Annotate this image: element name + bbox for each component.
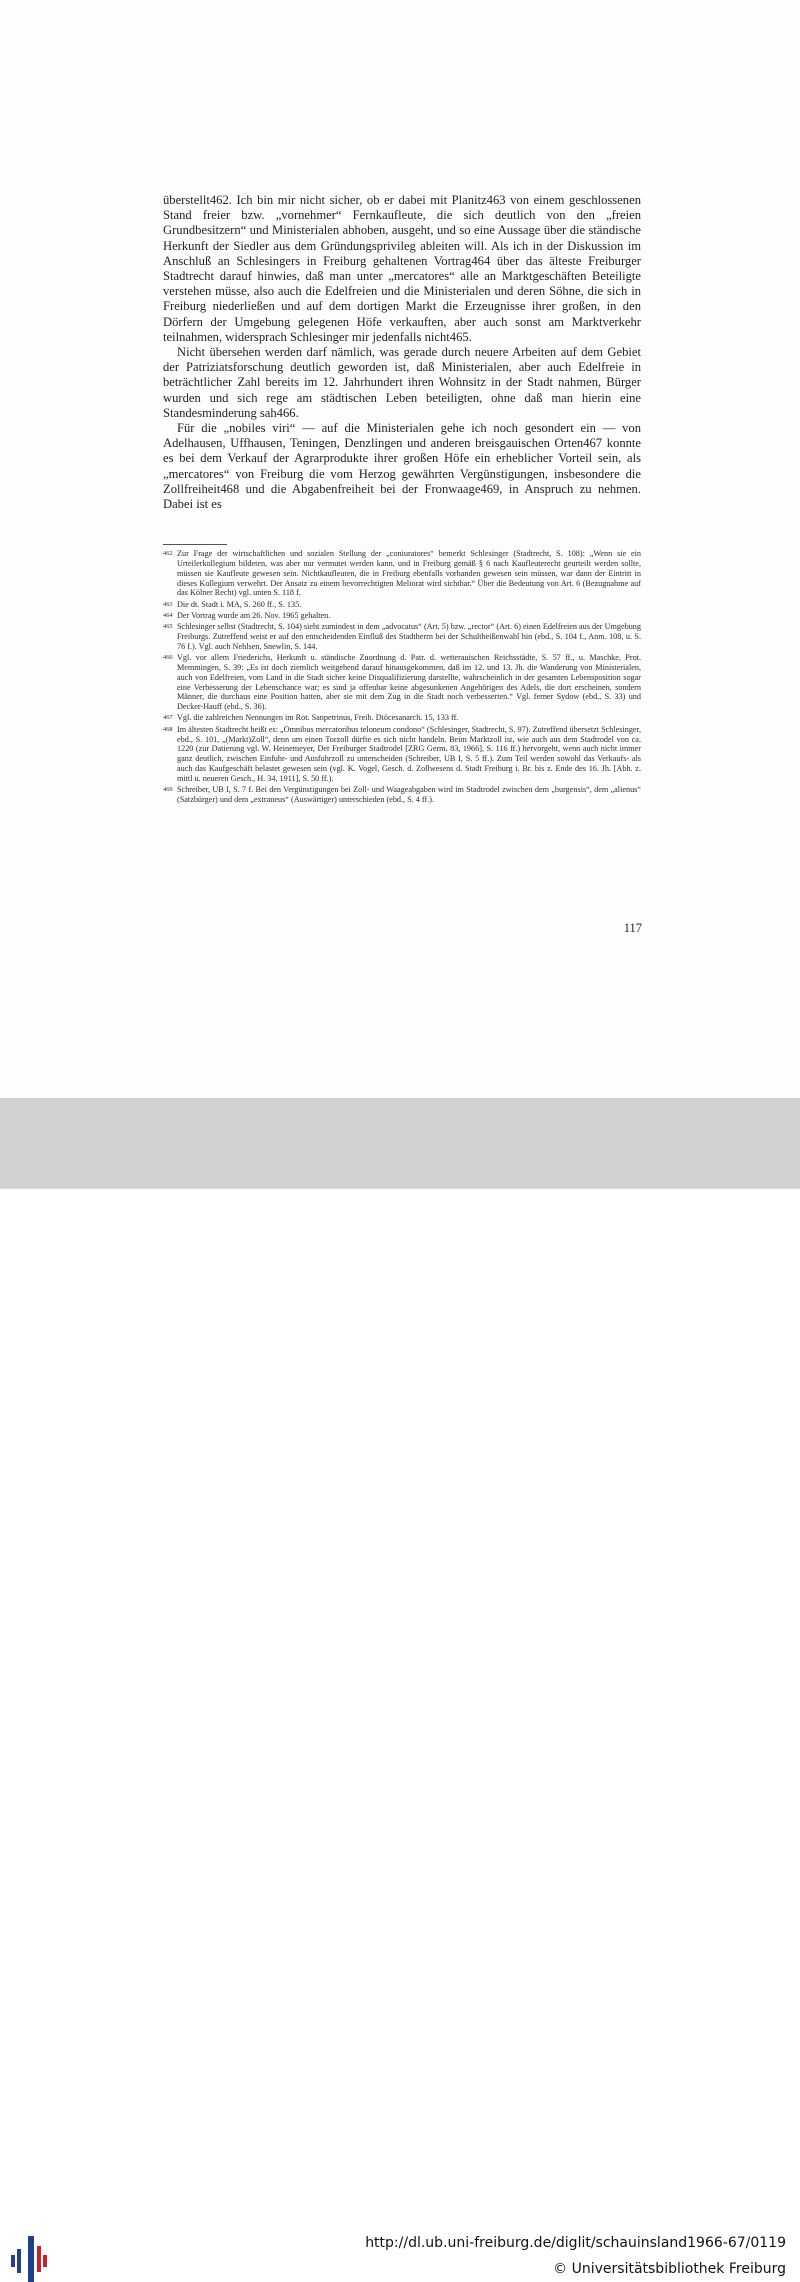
footnote-463 — [163, 600, 641, 610]
paragraph-2: Nicht übersehen werden darf nämlich, was gerade durch neuere Arbeiten auf dem Gebiet der Patriziatsforschung deutlich geworden ist, daß Ministerialen, aber auch Edelfreie in beträchtlicher Zahl bereits im 12. Jahrhundert ihren Wohnsitz in der Stadt nahmen, Bürger wurden und sich rege am städtischen Leben beteiligten, ohne daß man hierin eine Standesminderung sah466. — [163, 345, 641, 420]
footnote-text: Die dt. Stadt i. MA, S. 260 ff., S. 135. — [177, 599, 302, 609]
footnote-number: 469 — [163, 786, 173, 794]
scanned-page — [0, 0, 800, 1098]
paragraph-1: überstellt462. Ich bin mir nicht sicher, ob er dabei mit Planitz463 von einem geschlossenen Stand freier bzw. „vornehmer“ Fernkaufleute, die sich deutlich von den „freien Grundbesitzern“ und Ministerialen abhoben, ausgeht, und so eine Aussage über die ständische Herkunft der Siedler aus dem Gründungsprivileg ableiten will. Als ich in der Diskussion im Anschluß an Schlesingers in Freiburg gehaltenen Vortrag464 über das älteste Freiburger Stadtrecht darauf hinwies, daß man unter „mercatores“ alle an Marktgeschäften Beteiligte verstehen müsse, also auch die Edelfreien und die Ministerialen und deren Söhne, die sich in Freiburg niederließen und auf dem dortigen Markt die Erzeugnisse ihrer großen, in den Dörfern der Umgebung gelegenen Höfe verkauften, aber auch sonst am Marktverkehr teilnahmen, widersprach Schlesinger mir jedenfalls nicht465. — [163, 193, 641, 344]
footnote-465 — [163, 622, 641, 652]
footnote-number: 462 — [163, 550, 173, 557]
footnote-468 — [163, 725, 641, 784]
footnotes — [163, 549, 641, 806]
footnote-number: 465 — [163, 623, 173, 631]
footnote-464 — [163, 611, 641, 621]
footnote-text: Im ältesten Stadtrecht heißt es: „Omnibus mercatoribus teloneum condono“ (Schlesinger, Stadtrecht, S. 97). Zutreffend übersetzt Schlesinger, ebd., S. 101, „(Markt)Zoll“, denn um einen Torzoll dürfte es sich nicht handeln. Beim Marktzoll ist, wie auch aus dem Stadtrodel von ca. 1220 (zur Datierung vgl. W. Heinemeyer, Der Freiburger Stadtrodel [ZRG Germ. 83, 1966], S. 116 ff.) hervorgeht, wenn auch nicht immer ganz deutlich, zwischen Einfuhr- und Ausfuhrzoll zu unterscheiden (Schreiber, UB I, S. 5 ff.). Zum Teil werden sowohl das Verkaufs- als auch das Kaufgeschäft belastet gewesen sein (vgl. K. Vogel, Gesch. d. Zollwesens d. Stadt Freiburg i. Br. bis z. Ende des 16. Jh. [Abh. z. mittl u. neueren Gesch., H. 34, 1911], S. 50 ff.). — [177, 724, 641, 783]
footnote-text: Schlesinger selbst (Stadtrecht, S. 104) sieht zumindest in dem „advocatus“ (Art. 5) bzw. „rector“ (Art. 6) einen Edelfreien aus der Umgebung Freiburgs. Zutreffend weist er auf den entscheidenden Einfluß des Stadtherrn bei der Schultheißenwahl hin (ebd., S. 104 f., Anm. 108, u. S. 76 f.). Vgl. auch Nehlsen, Snewlin, S. 144. — [177, 622, 641, 651]
footnote-466 — [163, 653, 641, 712]
page-number: 117 — [623, 921, 642, 935]
copyright-notice: © Universitätsbibliothek Freiburg — [553, 2261, 786, 2277]
footnote-text: Schreiber, UB I, S. 7 f. Bei den Vergünstigungen bei Zoll- und Waageabgaben wird im Stadtrodel zwischen dem „burgensis“, dem „alienus“ (Satzbürger) und dem „extraneus“ (Auswärtiger) unterschieden (ebd., S. 4 ff.). — [177, 785, 641, 804]
ub-freiburg-logo-icon[interactable] — [11, 2236, 51, 2282]
footnote-462 — [163, 549, 641, 598]
footnote-number: 466 — [163, 654, 173, 661]
footnote-separator — [163, 544, 227, 545]
footnote-number: 467 — [163, 714, 173, 722]
permalink-url[interactable]: http://dl.ub.uni-freiburg.de/diglit/schauinsland1966-67/0119 — [365, 2235, 786, 2251]
main-text — [163, 193, 641, 512]
footnote-text: Vgl. die zahlreichen Nennungen im Rot. Sanpetrinus, Freib. Diöcesanarch. 15, 133 ff. — [177, 713, 459, 723]
footnote-text: Der Vortrag wurde am 26. Nov. 1965 gehalten. — [177, 610, 331, 620]
footnote-467 — [163, 713, 641, 723]
footnote-number: 464 — [163, 611, 173, 619]
footnote-number: 463 — [163, 600, 173, 608]
footnote-469 — [163, 785, 641, 805]
viewer-footer — [0, 1098, 800, 2277]
footnote-text: Vgl. vor allem Friederichs, Herkunft u. ständische Zuordnung d. Patr. d. wetterauischen Reichsstädte, S. 57 ff., u. Maschke, Prot. Memmingen, S. 39: „Es ist doch ziemlich weitgehend darauf hinausgekommen, daß im 12. und 13. Jh. die Wanderung von Ministerialen, auch von Edelfreien, vom Land in die Stadt sicher keine Disqualifizierung darstellte, wahrscheinlich in der gesamten Lebensposition sogar eine Verbesserung der Lebenschance war; es sind ja offenbar keine abgesunkenen Angehörigen des Adels, die dort erscheinen, sondern Männer, die durchaus eine Position hatten, aber sie mit dem Zug in die Stadt noch verbesserten.“ Vgl. ferner Sydow (ebd., S. 33) und Decker-Hauff (ebd., S. 36). — [177, 653, 641, 712]
footnote-number: 468 — [163, 725, 173, 733]
paragraph-3: Für die „nobiles viri“ — auf die Ministerialen gehe ich noch gesondert ein — von Adelhausen, Uffhausen, Teningen, Denzlingen und anderen breisgauischen Orten467 konnte es bei dem Verkauf der Agrarprodukte ihrer großen Höfe ein erheblicher Vorteil sein, als „mercatores“ von Freiburg die vom Herzog gewährten Vergünstigungen, insbesondere die Zollfreiheit468 und die Abgabenfreiheit bei der Fronwaage469, in Anspruch zu nehmen. Dabei ist es — [163, 421, 641, 512]
footnote-text: Zur Frage der wirtschaftlichen und sozialen Stellung der „coniuratores“ bemerkt Schlesinger (Stadtrecht, S. 108): „Wenn sie ein Urteilerkollegium bildeten, was aber nur vermutet werden kann, und in Freiburg gemäß § 6 nach Kaufleuterecht geurteilt werden sollte, müssen sie Kaufleute gewesen sein. Nichtkaufleuten, die in Freiburg ebenfalls vorhanden gewesen sein müssen, war dann der Eintritt in dieses Kollegium verwehrt. Der Ansatz zu einem bevorrechtigten Meliorat wird sichtbar.“ Über die Bedeutung von Art. 6 (Bezugnahme auf das Kölner Recht) vgl. unten S. 118 f. — [177, 549, 641, 598]
